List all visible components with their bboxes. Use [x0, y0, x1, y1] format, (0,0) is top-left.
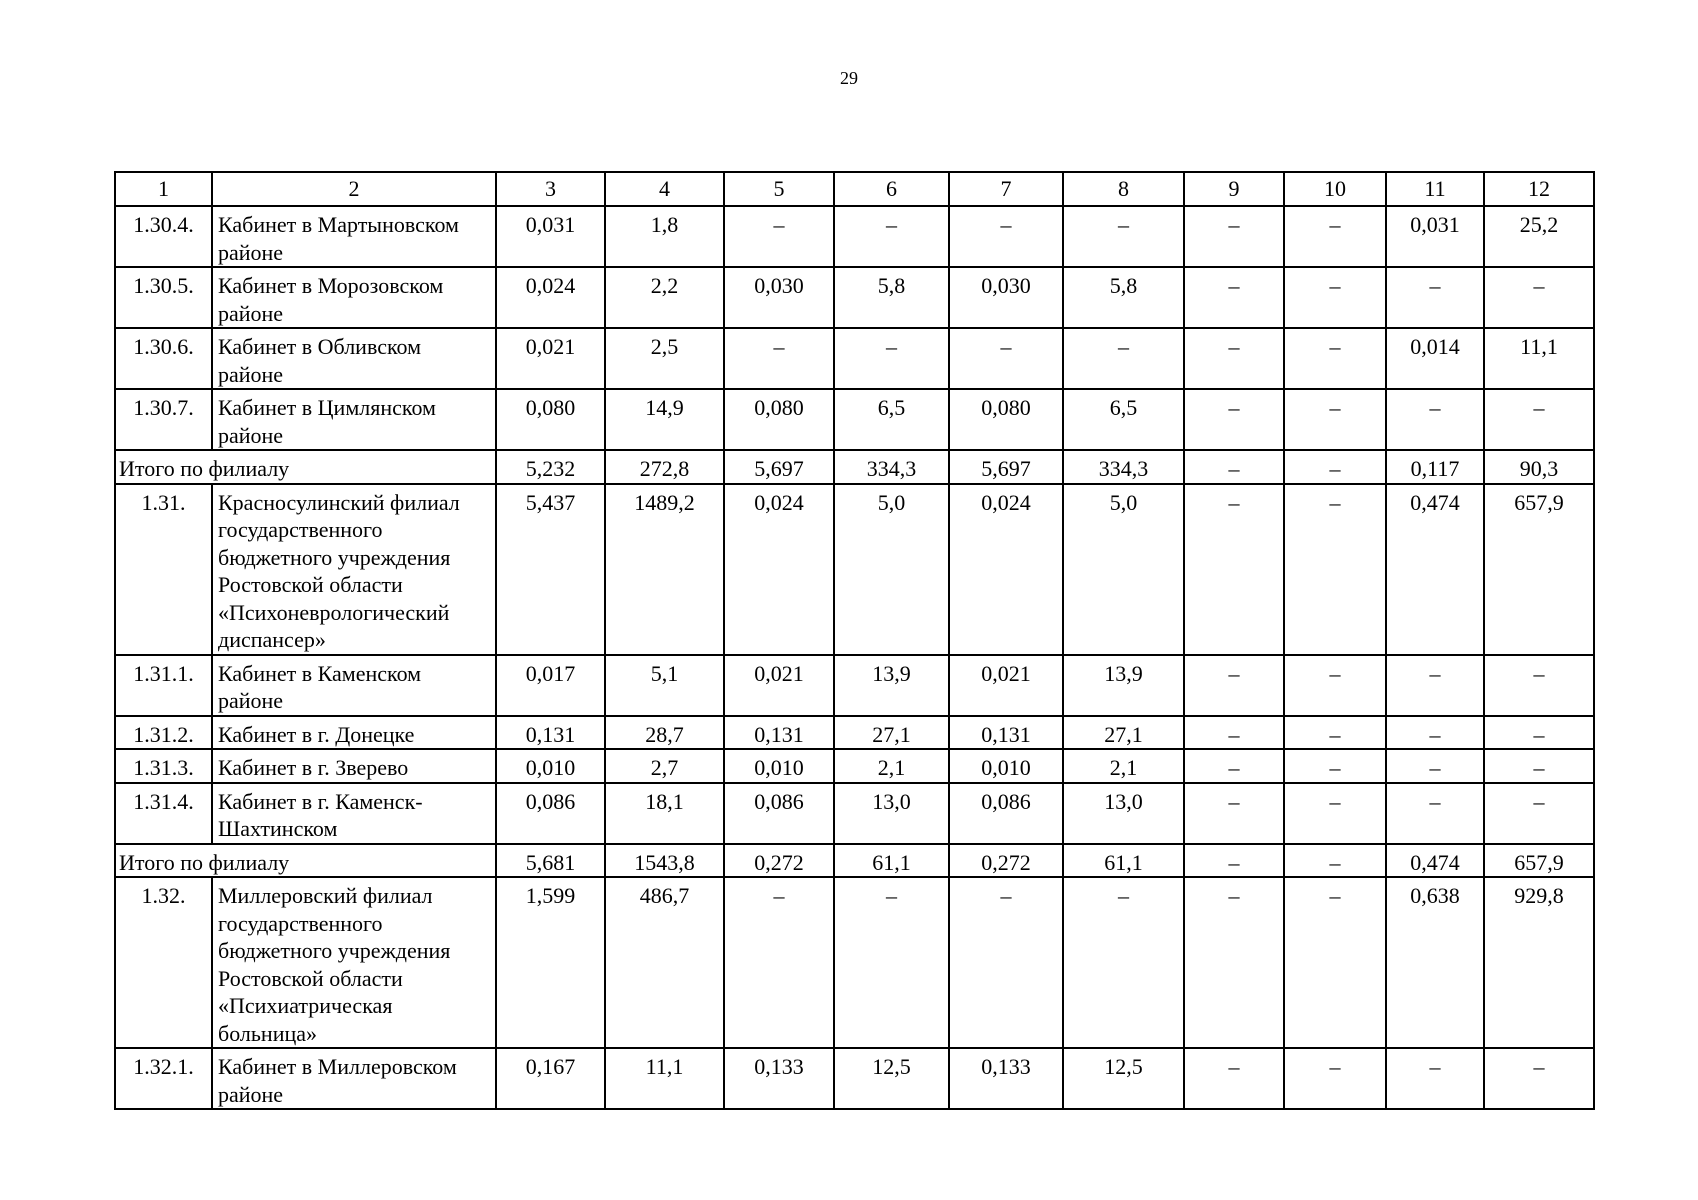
row-name: Кабинет в г. Донецке — [212, 716, 496, 750]
value-col-6: 27,1 — [834, 716, 949, 750]
value-col-12: 90,3 — [1484, 450, 1594, 484]
value-col-3: 0,086 — [496, 783, 605, 844]
value-col-9: – — [1184, 450, 1284, 484]
column-number-10: 10 — [1284, 172, 1386, 206]
table-row — [115, 877, 1594, 1048]
value-col-8: 12,5 — [1063, 1048, 1184, 1109]
value-col-6: 13,0 — [834, 783, 949, 844]
value-col-5: – — [724, 328, 834, 389]
value-col-7: 0,024 — [949, 484, 1063, 655]
value-col-10: – — [1284, 716, 1386, 750]
value-col-5: 0,080 — [724, 389, 834, 450]
value-col-10: – — [1284, 783, 1386, 844]
value-col-5: 0,024 — [724, 484, 834, 655]
value-col-10: – — [1284, 484, 1386, 655]
value-col-6: 12,5 — [834, 1048, 949, 1109]
value-col-4: 272,8 — [605, 450, 724, 484]
value-col-3: 0,017 — [496, 655, 605, 716]
value-col-11: – — [1386, 389, 1484, 450]
value-col-11: 0,474 — [1386, 484, 1484, 655]
value-col-6: 6,5 — [834, 389, 949, 450]
value-col-8: 13,9 — [1063, 655, 1184, 716]
value-col-12: – — [1484, 783, 1594, 844]
value-col-9: – — [1184, 783, 1284, 844]
total-label: Итого по филиалу — [115, 844, 496, 878]
value-col-12: – — [1484, 267, 1594, 328]
value-col-9: – — [1184, 877, 1284, 1048]
row-code: 1.31.3. — [115, 749, 212, 783]
value-col-7: – — [949, 328, 1063, 389]
value-col-12: – — [1484, 749, 1594, 783]
column-number-2: 2 — [212, 172, 496, 206]
value-col-3: 0,010 — [496, 749, 605, 783]
column-number-1: 1 — [115, 172, 212, 206]
value-col-4: 14,9 — [605, 389, 724, 450]
value-col-4: 2,7 — [605, 749, 724, 783]
value-col-9: – — [1184, 844, 1284, 878]
value-col-8: 5,8 — [1063, 267, 1184, 328]
table-row — [115, 783, 1594, 844]
value-col-8: 2,1 — [1063, 749, 1184, 783]
column-number-9: 9 — [1184, 172, 1284, 206]
total-label: Итого по филиалу — [115, 450, 496, 484]
table-row — [115, 749, 1594, 783]
value-col-8: – — [1063, 206, 1184, 267]
row-code: 1.30.5. — [115, 267, 212, 328]
value-col-11: – — [1386, 716, 1484, 750]
value-col-11: – — [1386, 267, 1484, 328]
column-number-12: 12 — [1484, 172, 1594, 206]
value-col-4: 28,7 — [605, 716, 724, 750]
row-code: 1.30.7. — [115, 389, 212, 450]
value-col-8: 27,1 — [1063, 716, 1184, 750]
value-col-6: – — [834, 877, 949, 1048]
table-row — [115, 267, 1594, 328]
value-col-9: – — [1184, 389, 1284, 450]
value-col-6: 5,0 — [834, 484, 949, 655]
value-col-3: 0,021 — [496, 328, 605, 389]
value-col-7: 0,086 — [949, 783, 1063, 844]
value-col-3: 5,232 — [496, 450, 605, 484]
row-name: Кабинет в г. Каменск-Шахтинском — [212, 783, 496, 844]
value-col-12: 25,2 — [1484, 206, 1594, 267]
value-col-5: 5,697 — [724, 450, 834, 484]
row-name: Миллеровский филиал государственного бюджетного учреждения Ростовской области «Психиатрическая больница» — [212, 877, 496, 1048]
row-name: Кабинет в Обливском районе — [212, 328, 496, 389]
value-col-7: 0,030 — [949, 267, 1063, 328]
value-col-5: 0,086 — [724, 783, 834, 844]
row-name: Красносулинский филиал государственного бюджетного учреждения Ростовской области «Психоневрологический диспансер» — [212, 484, 496, 655]
value-col-6: 13,9 — [834, 655, 949, 716]
value-col-12: – — [1484, 1048, 1594, 1109]
value-col-8: – — [1063, 877, 1184, 1048]
value-col-7: – — [949, 206, 1063, 267]
row-name: Кабинет в Цимлянском районе — [212, 389, 496, 450]
value-col-6: 5,8 — [834, 267, 949, 328]
table-row — [115, 716, 1594, 750]
value-col-4: 1489,2 — [605, 484, 724, 655]
value-col-9: – — [1184, 716, 1284, 750]
column-number-5: 5 — [724, 172, 834, 206]
value-col-9: – — [1184, 328, 1284, 389]
value-col-5: 0,272 — [724, 844, 834, 878]
value-col-4: 5,1 — [605, 655, 724, 716]
value-col-9: – — [1184, 206, 1284, 267]
table-header-row — [115, 172, 1594, 206]
value-col-12: 657,9 — [1484, 844, 1594, 878]
total-row — [115, 450, 1594, 484]
value-col-12: – — [1484, 655, 1594, 716]
value-col-11: 0,031 — [1386, 206, 1484, 267]
value-col-7: 0,272 — [949, 844, 1063, 878]
value-col-9: – — [1184, 1048, 1284, 1109]
value-col-11: – — [1386, 655, 1484, 716]
value-col-9: – — [1184, 749, 1284, 783]
value-col-10: – — [1284, 655, 1386, 716]
table-row — [115, 484, 1594, 655]
value-col-8: 6,5 — [1063, 389, 1184, 450]
value-col-9: – — [1184, 484, 1284, 655]
column-number-11: 11 — [1386, 172, 1484, 206]
value-col-4: 2,2 — [605, 267, 724, 328]
value-col-3: 1,599 — [496, 877, 605, 1048]
value-col-7: 0,010 — [949, 749, 1063, 783]
value-col-6: 61,1 — [834, 844, 949, 878]
value-col-12: – — [1484, 716, 1594, 750]
column-number-6: 6 — [834, 172, 949, 206]
value-col-4: 11,1 — [605, 1048, 724, 1109]
value-col-7: – — [949, 877, 1063, 1048]
value-col-3: 0,080 — [496, 389, 605, 450]
value-col-11: 0,117 — [1386, 450, 1484, 484]
column-number-7: 7 — [949, 172, 1063, 206]
value-col-4: 1,8 — [605, 206, 724, 267]
value-col-10: – — [1284, 844, 1386, 878]
value-col-10: – — [1284, 389, 1386, 450]
row-code: 1.30.4. — [115, 206, 212, 267]
row-name: Кабинет в Миллеровском районе — [212, 1048, 496, 1109]
value-col-12: 657,9 — [1484, 484, 1594, 655]
value-col-8: 61,1 — [1063, 844, 1184, 878]
table-row — [115, 1048, 1594, 1109]
row-name: Кабинет в Каменском районе — [212, 655, 496, 716]
table-row — [115, 206, 1594, 267]
value-col-11: – — [1386, 783, 1484, 844]
value-col-3: 0,167 — [496, 1048, 605, 1109]
table-row — [115, 655, 1594, 716]
value-col-10: – — [1284, 450, 1386, 484]
value-col-11: 0,638 — [1386, 877, 1484, 1048]
value-col-8: 13,0 — [1063, 783, 1184, 844]
value-col-10: – — [1284, 877, 1386, 1048]
value-col-4: 486,7 — [605, 877, 724, 1048]
value-col-12: 929,8 — [1484, 877, 1594, 1048]
column-number-4: 4 — [605, 172, 724, 206]
row-name: Кабинет в г. Зверево — [212, 749, 496, 783]
table-row — [115, 389, 1594, 450]
value-col-4: 18,1 — [605, 783, 724, 844]
value-col-7: 0,133 — [949, 1048, 1063, 1109]
value-col-5: 0,030 — [724, 267, 834, 328]
value-col-5: 0,021 — [724, 655, 834, 716]
value-col-9: – — [1184, 655, 1284, 716]
total-row — [115, 844, 1594, 878]
data-table — [114, 171, 1595, 1110]
value-col-7: 0,080 — [949, 389, 1063, 450]
value-col-6: 334,3 — [834, 450, 949, 484]
row-code: 1.30.6. — [115, 328, 212, 389]
value-col-6: 2,1 — [834, 749, 949, 783]
value-col-6: – — [834, 206, 949, 267]
value-col-3: 0,131 — [496, 716, 605, 750]
value-col-11: 0,014 — [1386, 328, 1484, 389]
value-col-5: – — [724, 206, 834, 267]
value-col-4: 1543,8 — [605, 844, 724, 878]
value-col-3: 5,681 — [496, 844, 605, 878]
value-col-3: 0,031 — [496, 206, 605, 267]
value-col-8: 334,3 — [1063, 450, 1184, 484]
row-code: 1.32. — [115, 877, 212, 1048]
value-col-12: – — [1484, 389, 1594, 450]
value-col-3: 0,024 — [496, 267, 605, 328]
value-col-10: – — [1284, 328, 1386, 389]
page-number: 29 — [840, 68, 858, 88]
row-code: 1.32.1. — [115, 1048, 212, 1109]
value-col-8: 5,0 — [1063, 484, 1184, 655]
value-col-9: – — [1184, 267, 1284, 328]
value-col-12: 11,1 — [1484, 328, 1594, 389]
column-number-3: 3 — [496, 172, 605, 206]
value-col-8: – — [1063, 328, 1184, 389]
value-col-4: 2,5 — [605, 328, 724, 389]
value-col-5: 0,131 — [724, 716, 834, 750]
value-col-5: – — [724, 877, 834, 1048]
value-col-3: 5,437 — [496, 484, 605, 655]
row-name: Кабинет в Морозовском районе — [212, 267, 496, 328]
row-code: 1.31.2. — [115, 716, 212, 750]
value-col-11: – — [1386, 1048, 1484, 1109]
value-col-5: 0,010 — [724, 749, 834, 783]
value-col-6: – — [834, 328, 949, 389]
table-row — [115, 328, 1594, 389]
value-col-10: – — [1284, 1048, 1386, 1109]
value-col-11: 0,474 — [1386, 844, 1484, 878]
value-col-7: 0,131 — [949, 716, 1063, 750]
row-code: 1.31.4. — [115, 783, 212, 844]
value-col-10: – — [1284, 267, 1386, 328]
row-code: 1.31. — [115, 484, 212, 655]
value-col-7: 5,697 — [949, 450, 1063, 484]
value-col-10: – — [1284, 206, 1386, 267]
value-col-7: 0,021 — [949, 655, 1063, 716]
column-number-8: 8 — [1063, 172, 1184, 206]
value-col-11: – — [1386, 749, 1484, 783]
value-col-5: 0,133 — [724, 1048, 834, 1109]
row-name: Кабинет в Мартыновском районе — [212, 206, 496, 267]
row-code: 1.31.1. — [115, 655, 212, 716]
value-col-10: – — [1284, 749, 1386, 783]
